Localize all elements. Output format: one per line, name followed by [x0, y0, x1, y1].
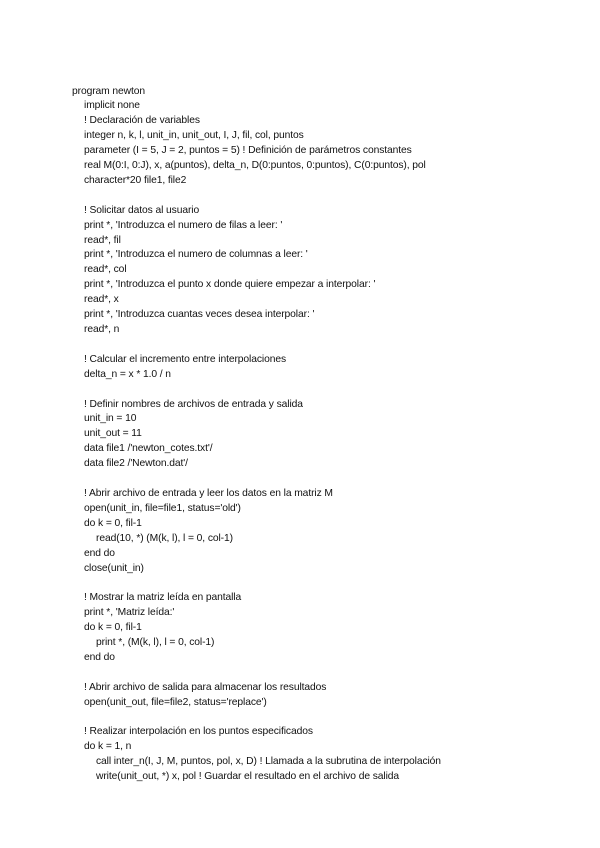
blank-line — [72, 189, 572, 204]
blank-line — [72, 338, 572, 353]
blank-line — [72, 383, 572, 398]
code-line: delta_n = x * 1.0 / n — [84, 368, 171, 380]
code-line: unit_out = 11 — [84, 428, 142, 440]
code-line: ! Declaración de variables — [84, 115, 200, 127]
code-line: real M(0:I, 0:J), x, a(puntos), delta_n, D(0:puntos, 0:puntos), C(0:puntos), pol — [84, 160, 426, 172]
blank-line — [72, 666, 572, 681]
code-line: open(unit_out, file=file2, status='replace') — [84, 696, 267, 708]
code-line: do k = 0, fil-1 — [84, 622, 142, 634]
code-line: do k = 0, fil-1 — [84, 517, 142, 529]
code-line: ! Abrir archivo de entrada y leer los datos en la matriz M — [84, 487, 333, 499]
blank-line — [72, 711, 572, 726]
source-code-listing — [72, 85, 572, 786]
code-line: end do — [84, 651, 115, 663]
code-line: data file2 /'Newton.dat'/ — [84, 458, 188, 470]
code-line: write(unit_out, *) x, pol ! Guardar el resultado en el archivo de salida — [96, 771, 400, 783]
code-line: call inter_n(I, J, M, puntos, pol, x, D) ! Llamada a la subrutina de interpolación — [96, 756, 441, 768]
code-line: ! Solicitar datos al usuario — [84, 204, 200, 216]
code-line: unit_in = 10 — [84, 413, 137, 425]
code-line: read*, x — [84, 294, 119, 306]
code-line: parameter (I = 5, J = 2, puntos = 5) ! Definición de parámetros constantes — [84, 145, 412, 157]
code-line: print *, 'Introduzca cuantas veces desea interpolar: ' — [84, 309, 315, 321]
code-line: ! Definir nombres de archivos de entrada y salida — [84, 398, 303, 410]
blank-line — [72, 472, 572, 487]
blank-line — [72, 576, 572, 591]
code-line: ! Abrir archivo de salida para almacenar los resultados — [84, 681, 327, 693]
code-line: character*20 file1, file2 — [84, 174, 187, 186]
code-line: ! Mostrar la matriz leída en pantalla — [84, 592, 242, 604]
code-line: end do — [84, 547, 115, 559]
code-line: read*, fil — [84, 234, 121, 246]
code-line: read*, col — [84, 264, 127, 276]
code-line: ! Calcular el incremento entre interpolaciones — [84, 353, 287, 365]
code-line: integer n, k, l, unit_in, unit_out, I, J, fil, col, puntos — [84, 130, 304, 142]
code-line: print *, 'Matriz leída:' — [84, 607, 175, 619]
code-line: data file1 /'newton_cotes.txt'/ — [84, 443, 213, 455]
code-line: print *, (M(k, l), l = 0, col-1) — [96, 637, 215, 649]
code-line: program newton — [72, 85, 146, 97]
code-line: print *, 'Introduzca el numero de columnas a leer: ' — [84, 249, 308, 261]
code-line: read(10, *) (M(k, l), l = 0, col-1) — [96, 532, 233, 544]
code-line: implicit none — [84, 100, 140, 112]
code-line: do k = 1, n — [84, 741, 132, 753]
code-line: open(unit_in, file=file1, status='old') — [84, 502, 241, 514]
code-line: close(unit_in) — [84, 562, 144, 574]
code-line: read*, n — [84, 324, 120, 335]
code-line: print *, 'Introduzca el punto x donde quiere empezar a interpolar: ' — [84, 279, 376, 291]
code-line: print *, 'Introduzca el numero de filas a leer: ' — [84, 219, 283, 231]
code-line: ! Realizar interpolación en los puntos especificados — [84, 726, 313, 738]
